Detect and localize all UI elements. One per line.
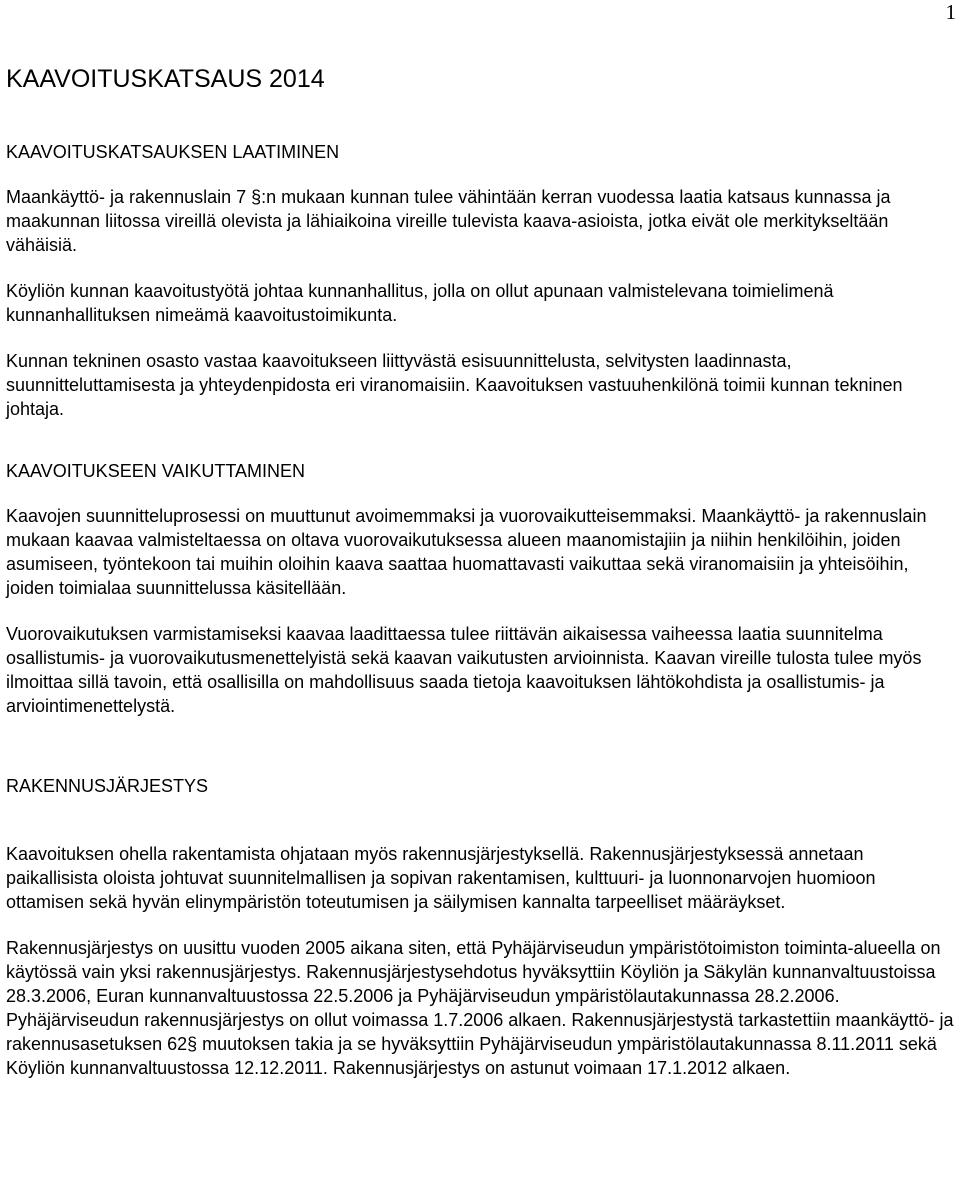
paragraph: Kunnan tekninen osasto vastaa kaavoitukseen liittyvästä esisuunnittelusta, selvitysten laadinnasta, suunnitteluttamisesta ja yhteydenpidosta eri viranomaisiin. Kaavoituksen vastuuhenkilönä toimii kunnan tekninen johtaja. (6, 351, 903, 419)
section-kaavoituskatsauksen-laatiminen (6, 141, 956, 421)
section-heading: KAAVOITUSKATSAUKSEN LAATIMINEN (6, 142, 340, 162)
paragraph: Köyliön kunnan kaavoitustyötä johtaa kunnanhallitus, jolla on ollut apunaan valmistelevana toimielimenä kunnanhallituksen nimeämä kaavoitustoimikunta. (6, 281, 834, 325)
paragraph: Maankäyttö- ja rakennuslain 7 §:n mukaan kunnan tulee vähintään kerran vuodessa laatia katsaus kunnassa ja maakunnan liitossa vireillä olevista ja lähiaikoina vireille tulevista kaava-asioista, jotka eivät ole merkitykseltään vähäisiä. (6, 187, 891, 255)
document-body (6, 64, 956, 1080)
section-heading: RAKENNUSJÄRJESTYS (6, 776, 209, 796)
paragraph: Rakennusjärjestys on uusittu vuoden 2005 aikana siten, että Pyhäjärviseudun ympäristötoimiston toiminta-alueella on käytössä vain yksi rakennusjärjestys. Rakennusjärjestysehdotus hyväksyttiin Köyliön ja Säkylän kunnanvaltuustoissa 28.3.2006, Euran kunnanvaltuustossa 22.5.2006 ja Pyhäjärviseudun ympäristölautakunnassa 28.2.2006. Pyhäjärviseudun rakennusjärjestys on ollut voimassa 1.7.2006 alkaen. Rakennusjärjestystä tarkastettiin maankäyttö- ja rakennusasetuksen 62§ muutoksen takia ja se hyväksyttiin Pyhäjärviseudun ympäristölautakunnassa 8.11.2011 sekä Köyliön kunnanvaltuustossa 12.12.2011. Rakennusjärjestys on astunut voimaan 17.1.2012 alkaen. (6, 938, 954, 1078)
paragraph: Kaavojen suunnitteluprosessi on muuttunut avoimemmaksi ja vuorovaikutteisemmaksi. Maankäyttö- ja rakennuslain mukaan kaavaa valmisteltaessa on oltava vuorovaikutuksessa alueen maanomistajiin ja niihin henkilöihin, joiden asumiseen, työntekoon tai muihin oloihin kaava saattaa huomattavasti vaikuttaa sekä viranomaisiin ja yhteisöihin, joiden toimialaa suunnittelussa käsitellään. (6, 506, 927, 598)
page-number: 1 (945, 0, 956, 24)
section-rakennusjarjestys (6, 775, 956, 1080)
document-title: KAAVOITUSKATSAUS 2014 (6, 65, 325, 93)
section-heading: KAAVOITUKSEEN VAIKUTTAMINEN (6, 461, 306, 481)
paragraph: Vuorovaikutuksen varmistamiseksi kaavaa laadittaessa tulee riittävän aikaisessa vaiheessa laatia suunnitelma osallistumis- ja vuorovaikutusmenettelyistä sekä kaavan vaikutusten arvioinnista. Kaavan vireille tulosta tulee myös ilmoittaa sillä tavoin, että osallisilla on mahdollisuus saada tietoja kaavoituksen lähtökohdista ja osallistumis- ja arviointimenettelystä. (6, 624, 922, 716)
section-kaavoitukseen-vaikuttaminen (6, 460, 956, 718)
paragraph: Kaavoituksen ohella rakentamista ohjataan myös rakennusjärjestyksellä. Rakennusjärjestyksessä annetaan paikallisista oloista johtuvat suunnitelmallisen ja sopivan rakentamisen, kulttuuri- ja luonnonarvojen huomioon ottamisen sekä hyvän elinympäristön toteutumisen ja säilymisen kannalta tarpeelliset määräykset. (6, 844, 876, 912)
